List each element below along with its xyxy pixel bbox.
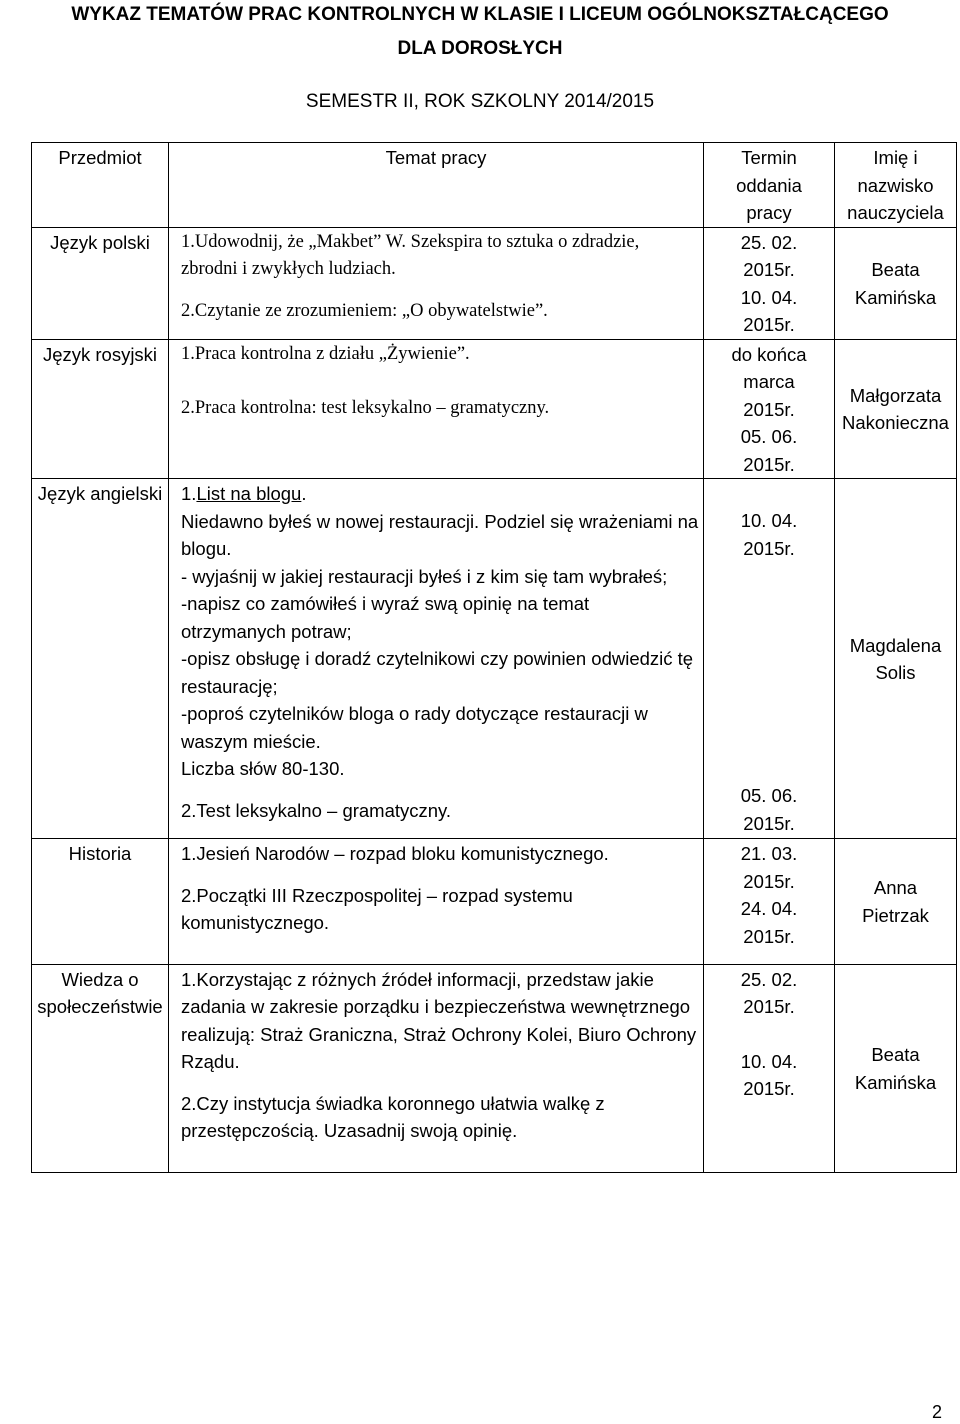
header-topic: Temat pracy [169,143,704,228]
semester-label: SEMESTR II, ROK SZKOLNY 2014/2015 [305,91,655,112]
subject-cell: Język angielski [32,479,169,839]
subject-cell: Historia [32,839,169,965]
deadline-cell: 25. 02. 2015r. 10. 04. 2015r. [704,964,835,1172]
page-number: 2 [931,1402,942,1422]
table-row [32,479,957,839]
document-title-line2: DLA DOROSŁYCH [397,38,563,59]
table-row [32,839,957,965]
header-teacher: Imię i nazwisko nauczyciela [835,143,957,228]
teacher-cell: Magdalena Solis [835,479,957,839]
header-subject: Przedmiot [32,143,169,228]
table-header-row [32,143,957,228]
deadline-cell: 10. 04. 2015r. 05. 06. 2015r. [704,479,835,839]
header-deadline: Termin oddania pracy [704,143,835,228]
deadline-cell: 21. 03. 2015r. 24. 04. 2015r. [704,839,835,965]
topic-cell: 1.Udowodnij, że „Makbet” W. Szekspira to sztuka o zdradzie, zbrodni i zwykłych ludziach. 2.Czytanie ze zrozumieniem: „O obywatelstwie”. [169,227,704,339]
document-title: WYKAZ TEMATÓW PRAC KONTROLNYCH W KLASIE I LICEUM OGÓLNOKSZTAŁCĄCEGO [71,4,889,25]
table-row [32,227,957,339]
topics-table [31,142,957,1173]
teacher-cell: Beata Kamińska [835,964,957,1172]
table-row [32,964,957,1172]
topic-cell: 1.Praca kontrolna z działu „Żywienie”. 2.Praca kontrolna: test leksykalno – gramatyczny. [169,339,704,479]
topic-cell: 1.Korzystając z różnych źródeł informacji, przedstaw jakie zadania w zakresie porządku i bezpieczeństwa wewnętrznego realizują: Straż Graniczna, Straż Ochrony Kolei, Biuro Ochrony Rządu. 2.Czy instytucja świadka koronnego ułatwia walkę z przestępczością. Uzasadnij swoją opinię. [169,964,704,1172]
table-row [32,339,957,479]
subject-cell: Wiedza o społeczeństwie [32,964,169,1172]
topic-cell: 1.List na blogu. Niedawno byłeś w nowej restauracji. Podziel się wrażeniami na blogu. - wyjaśnij w jakiej restauracji byłeś i z kim się tam wybrałeś; -napisz co zamówiłeś i wyraź swą opinię na temat otrzymanych potraw; -opisz obsługę i doradź czytelnikowi czy powinien odwiedzić tę restaurację; -poproś czytelników bloga o rady dotyczące restauracji w waszym mieście. Liczba słów 80-130. 2.Test leksykalno – gramatyczny. [169,479,704,839]
subject-cell: Język polski [32,227,169,339]
teacher-cell: Małgorzata Nakonieczna [835,339,957,479]
teacher-cell: Beata Kamińska [835,227,957,339]
subject-cell: Język rosyjski [32,339,169,479]
deadline-cell: do końca marca 2015r. 05. 06. 2015r. [704,339,835,479]
topic-cell: 1.Jesień Narodów – rozpad bloku komunistycznego. 2.Początki III Rzeczpospolitej – rozpad systemu komunistycznego. [169,839,704,965]
deadline-cell: 25. 02. 2015r. 10. 04. 2015r. [704,227,835,339]
teacher-cell: Anna Pietrzak [835,839,957,965]
